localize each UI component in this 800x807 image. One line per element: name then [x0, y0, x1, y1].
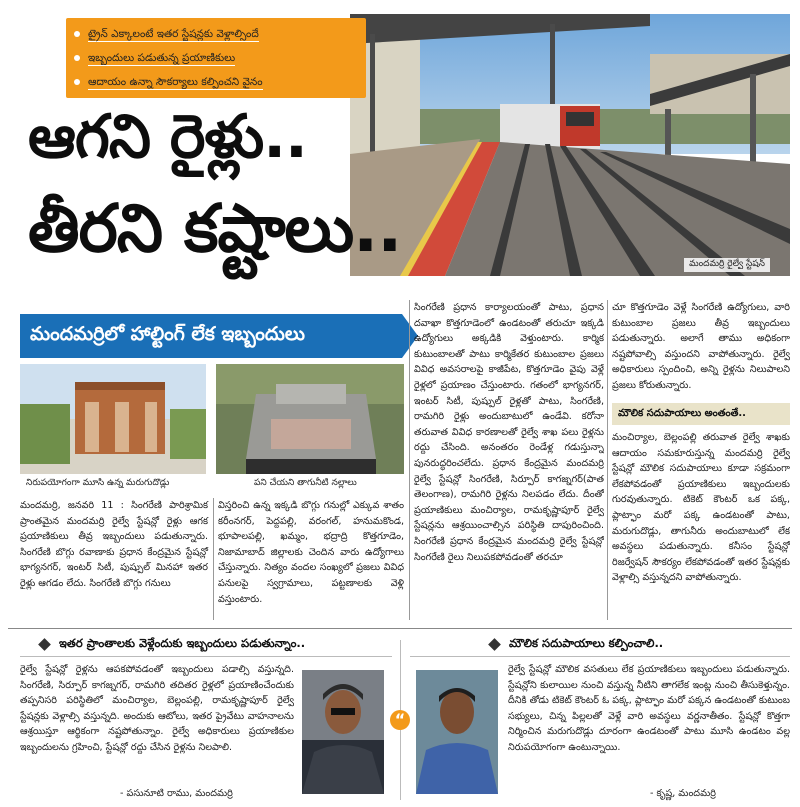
person-portrait-image: [302, 670, 384, 794]
quote-left-portrait: [302, 670, 384, 794]
quote-left-heading-text: ఇతర ప్రాంతాలకు వెళ్లేందుకు ఇబ్బందులు పడుతున్నాం..: [59, 636, 306, 650]
water-tap-photo: [216, 364, 404, 474]
toilet-photo-caption: నిరుపయోగంగా మూసి ఉన్న మరుగుదొడ్లు: [26, 478, 170, 488]
toilet-building-image: [20, 364, 206, 474]
highlight-text: ఇబ్బందులు పడుతున్న ప్రయాణికులు: [88, 51, 236, 64]
column-divider: [607, 300, 608, 620]
bullet-icon: [74, 79, 80, 85]
article-column-3: [414, 300, 604, 620]
hero-photo-caption: మందమర్రి రైల్వే స్టేషన్: [684, 258, 770, 272]
bullet-icon: [74, 55, 80, 61]
highlight-item: [74, 46, 358, 70]
quote-left-byline: - పసునూటి రాము, మందమర్రి: [120, 788, 233, 799]
article-paragraph: చూ కొత్తగూడెం వెళ్లే సింగరేణి ఉద్యోగులు, వారి కుటుంబాల ప్రజలు తీవ్ర ఇబ్బందులు పడుతున్నారు. అలాగే తాము అధికంగా నష్టపోవాల్సి వస్తుందని వాపోతున్నారు. రైల్వే అధికారులు స్పందించి, అన్ని రైళ్లను నిలుపాలని ప్రజలు కోరుతున్నారు.: [612, 302, 790, 391]
highlight-item: [74, 22, 358, 46]
hero-railway-station-photo: [350, 14, 790, 276]
column-divider: [213, 498, 214, 620]
quote-mark-icon: “: [390, 710, 410, 730]
article-column-1: [20, 498, 208, 592]
quote-right-heading: [490, 636, 663, 653]
article-paragraph: సింగరేణి ప్రధాన కార్యాలయంతో పాటు, ప్రధాన దవాఖా కొత్తగూడెంలో ఉండటంతో తరుచూ ఇక్కడి ఉద్యోగులు అక్కడికి వెళ్తుంటారు. కార్మిక కుటుంబాలతో పాటు కార్మికేతర కుటుంబాల ప్రజలు వివిధ అవసరాలపై కాజీపేట, కొత్తగూడెం వైపు వెళ్లే రైళ్లలో ప్రయాణం చేస్తుంటారు. గతంలో భాగ్యనగర్, ఇంటర్ సిటీ, పుష్పుల్ రైళ్లతో పాటు, సింగరేణి, రామగిరి రైళ్లు అందుబాటులో ఉండేవి. కరోనా తరువాత వివిధ కారణాలతో రైల్వే శాఖ పలు రైళ్లను రద్దు చేసింది. అనంతరం రెండేళ్ల గడుస్తున్నా పునరుద్ధరించలేదు. ప్రధాన కేంద్రమైన మందమర్రి రైల్వే స్టేషన్లో సింగరేణి, సిర్పూర్ కాగజ్నగర్(పాత తెలంగాణ), రామగిరి రైళ్లను నిలపడం లేదు. దీంతో ప్రయాణికులు మంచిర్యాల, రామకృష్ణాపూర్ రైల్వే స్టేషన్లను ఆశ్రయించాల్సిన పరిస్థితి దాపురించింది. సింగరేణి ప్రధాన కేంద్రమైన మందమర్రి రైల్వే స్టేషన్లో సింగరేణి రైలు నిలుపకపోవడంతో తరచూ: [414, 302, 604, 563]
quote-heading-rule: [20, 656, 392, 657]
sub-headline-banner: [20, 314, 402, 358]
quote-heading-rule: [410, 656, 790, 657]
quote-left-text: రైల్వే స్టేషన్లో రైళ్లను ఆపకపోవడంతో ఇబ్బందులు పడాల్సి వస్తున్నది. సింగరేణి, సిర్పూర్ కాగజ్నగర్, రామగిరి తదితర రైళ్లలో ప్రయాణించేందుకు తప్పనిసరి పరిస్థితిలో మంచిర్యాల, బెల్లంపల్లి, రామకృష్ణాపూర్ రైల్వే స్టేషన్లకు వెళ్లాల్సి వస్తున్నది. అందుకు ఆటోలు, ఇతర ప్రైవేటు వాహనాలను ఆశ్రయిస్తూ ఆర్థికంగా నష్టపోతున్నాం. రైల్వే అధికారులు ప్రయాణికుల ఇబ్బందులను గ్రహించి, స్టేషన్లో రద్దు చేసిన రైళ్లను నిలపాలి.: [20, 664, 294, 753]
diamond-bullet-icon: [38, 638, 51, 651]
article-paragraph: మందమర్రి, జనవరి 11 : సింగరేణి పారిశ్రామిక ప్రాంతమైన మందమర్రి రైల్వే స్టేషన్లో రైళ్లు ఆగక ప్రయాణికులు తీవ్ర ఇబ్బందులు పడుతున్నారు. సింగరేణి బొగ్గు రవాణాకు ప్రధాన కేంద్రమైన స్టేషన్లో భాగ్యనగర్, ఇంటర్ సిటీ, పుష్పుల్ మినహా ఇతర రైళ్లు ఆగడం లేదు. సింగరేణి బొగ్గు గనులు: [20, 500, 208, 589]
railway-station-image: [350, 14, 790, 276]
quote-right-text: రైల్వే స్టేషన్లో మౌలిక వసతులు లేక ప్రయాణికులు ఇబ్బందులు పడుతున్నారు. స్టేషన్లోని కులాయిల నుంచి వస్తున్న నీటిని తాగలేక ఇంట్ల నుంచి తీసుకెళ్తున్నం. దీనికి తోడు టికెట్ కౌంటర్ ఓ పక్క, ప్లాట్ఫాం మరో పక్కన ఉండటంతో కుటుంబ సభ్యులు, చిన్న పిల్లలతో వెళ్లే వారి అవస్థలు వర్ణనాతీతం. స్టేషన్లో కొత్తగా నిర్మించిన మరుగుదొడ్లు దూరంగా ఉండటంతో పాటు మూసి ఉండటం వల్ల నిరుపయోగంగా ఉంటున్నాయి.: [508, 664, 790, 753]
bullet-icon: [74, 31, 80, 37]
subsection-heading: మౌలిక సదుపాయాలు అంతంతే..: [612, 403, 790, 425]
person-portrait-image: [416, 670, 498, 794]
article-column-4: [612, 300, 790, 400]
sub-headline-text: మందమర్రిలో హాల్టింగ్ లేక ఇబ్బందులు: [30, 322, 305, 345]
highlights-box: [66, 18, 366, 98]
quote-right-heading-text: మౌలిక సదుపాయాలు కల్పించాలి..: [509, 636, 664, 650]
column-divider: [409, 300, 410, 620]
article-paragraph: విస్తరించి ఉన్న ఇక్కడి బొగ్గు గనుల్లో ఎక్కువ శాతం కరీంనగర్, పెద్దపల్లి, వరంగల్, హనుమకొండ, భూపాలపల్లి, ఖమ్మం, భద్రాద్రి కొత్తగూడెం, నిజామాబాద్ జిల్లాలకు చెందిన వారు ఉద్యోగాలు చేస్తున్నారు. నిత్యం వందల సంఖ్యలో ప్రజలు వివిధ పనులపై స్వగ్రామాలు, పట్టణాలకు వెళ్లి వస్తుంటారు.: [218, 500, 404, 605]
section-divider: [8, 628, 792, 629]
highlight-item: [74, 70, 358, 94]
toilet-building-photo: [20, 364, 206, 474]
diamond-bullet-icon: [488, 638, 501, 651]
water-tap-image: [216, 364, 404, 474]
article-column-2: [218, 498, 404, 607]
article-column-4-continued: [612, 430, 790, 620]
quote-right-byline: - కృష్ణ, మందమర్రి: [650, 788, 716, 799]
quote-left-heading: [40, 636, 305, 653]
highlight-text: ఆదాయం ఉన్నా సౌకర్యాలు కల్పించని వైనం: [88, 75, 263, 88]
headline-line-1: ఆగని రైళ్లు..: [28, 102, 307, 172]
highlight-text: ట్రైన్ ఎక్కాలంటే ఇతర స్టేషన్లకు వెళ్లాల్సిందే: [88, 27, 259, 40]
quote-right-portrait: [416, 670, 498, 794]
water-tap-caption: పని చేయని తాగునీటి నల్లాలు: [254, 478, 357, 488]
article-paragraph: మంచిర్యాల, బెల్లంపల్లి తరువాత రైల్వే శాఖకు ఆదాయం సమకూరుస్తున్న మందమర్రి రైల్వే స్టేషన్లో మౌలిక సదుపాయాలు కూడా సక్రమంగా లేకపోవడంతో ప్రయాణికులు ఇబ్బందులకు గురవుతున్నారు. టికెట్ కౌంటర్ ఒక పక్క, ప్లాట్ఫాం మరో పక్క ఉండటంతో పాటు, మరుగుదొడ్లు, తాగునీరు అందుబాటులో లేక అవస్థలు పడుతున్నారు. కనీసం స్టేషన్లో రిజర్వేషన్ సౌకర్యం లేకపోవడంతో ఇతర స్టేషన్లకు వెళ్లాల్సి వస్తున్నదని వాపోతున్నారు.: [612, 432, 790, 584]
headline-line-2: తీరని కష్టాలు..: [28, 190, 402, 267]
